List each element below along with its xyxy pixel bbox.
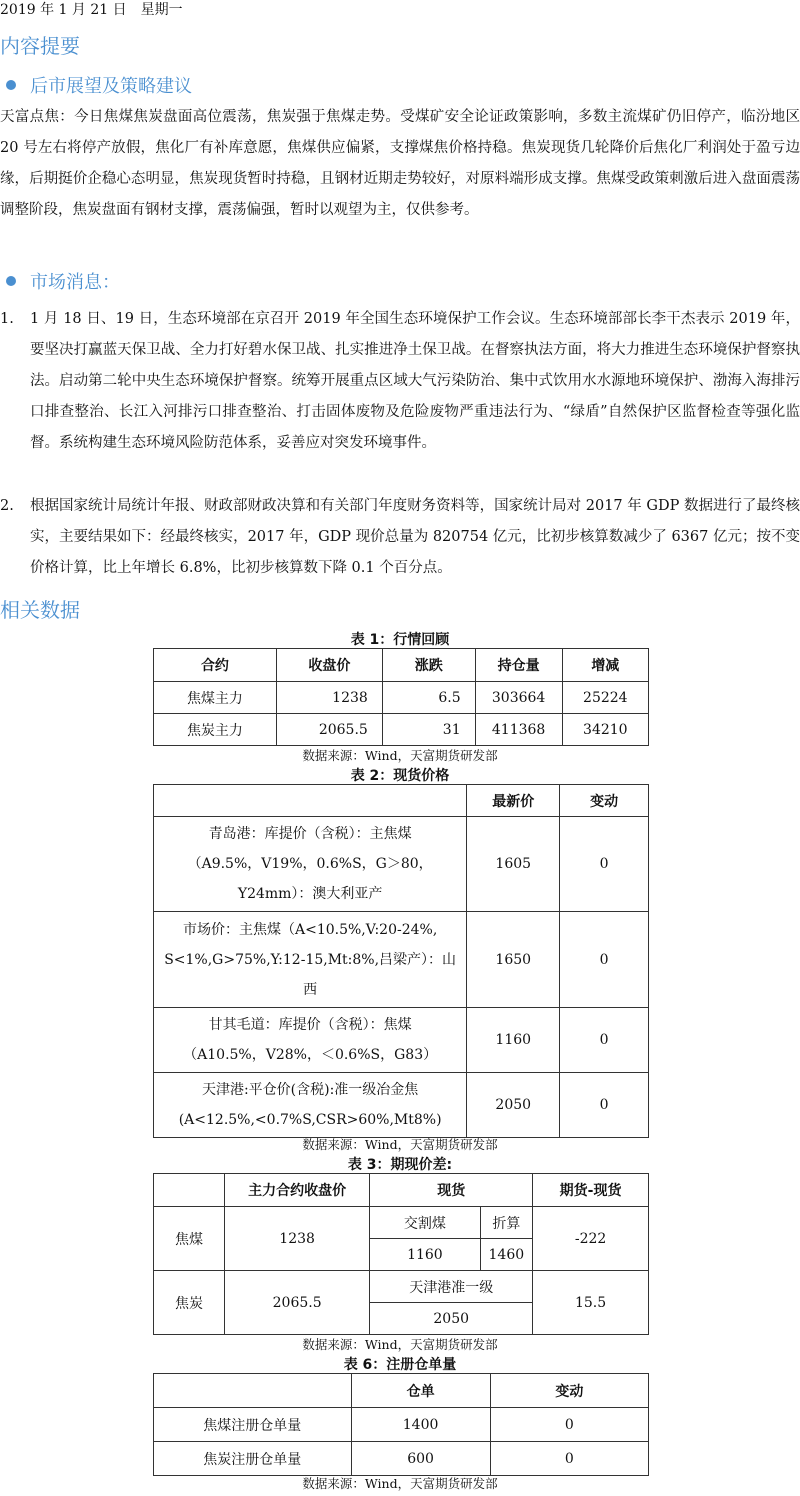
contract-name: 焦煤主力 <box>154 682 277 714</box>
table6-header <box>154 1374 352 1408</box>
price-change: 0 <box>560 912 649 1008</box>
news-item-number: 2. <box>0 498 14 514</box>
spot-description: 青岛港：库提价（含税）：主焦煤 （A9.5%，V19%，0.6%S，G＞80， Y24mm）：澳大利亚产 <box>154 817 467 912</box>
table-row <box>154 1271 649 1303</box>
bullet-icon <box>6 276 16 286</box>
news-item-text: 根据国家统计局统计年报、财政部财政决算和有关部门年度财务资料等，国家统计局对 2017 年 GDP 数据进行了最终核实，主要结果如下：经最终核实，2017 年，GDP 现价总量为 820754 亿元，比初步核算数减少了 6367 亿元；按不变价格计算，比上年增长 6.8%，比初步核算数下降 0.1 个百分点。 <box>30 498 800 576</box>
receipt-name: 焦炭注册仓单量 <box>154 1442 352 1476</box>
table3-source: 数据来源：Wind，天富期货研发部 <box>302 1337 498 1352</box>
table6-header: 仓单 <box>351 1374 490 1408</box>
table-row <box>154 1408 649 1442</box>
market-review-table <box>153 648 649 746</box>
table1-header: 持仓量 <box>475 649 562 682</box>
table2-header <box>154 785 467 817</box>
receipt-count: 1400 <box>351 1408 490 1442</box>
news-item-2 <box>0 491 800 584</box>
open-interest: 411368 <box>475 714 562 746</box>
table-row <box>154 1008 649 1073</box>
oi-change: 34210 <box>562 714 648 746</box>
receipt-name: 焦煤注册仓单量 <box>154 1408 352 1442</box>
product-name: 焦煤 <box>154 1207 225 1271</box>
latest-price: 2050 <box>467 1073 560 1138</box>
spot-label: 天津港准一级 <box>370 1271 533 1303</box>
table2-header: 变动 <box>560 785 649 817</box>
news-title: 市场消息： <box>30 272 120 293</box>
table6-header: 变动 <box>490 1374 648 1408</box>
price-change: 0 <box>560 1073 649 1138</box>
basis-table <box>153 1173 649 1335</box>
change: 6.5 <box>382 682 475 714</box>
outlook-paragraph: 天富点焦：今日焦煤焦炭盘面高位震荡，焦炭强于焦煤走势。受煤矿安全论证政策影响，多数主流煤矿仍旧停产，临汾地区 20 号左右将停产放假，焦化厂有补库意愿，焦煤供应偏紧，支撑煤焦价格持稳。焦炭现货几轮降价后焦化厂利润处于盈亏边缘，后期挺价企稳心态明显，焦炭现货暂时持稳，且钢材近期走势较好，对原料端形成支撑。焦煤受政策刺激后进入盘面震荡调整阶段，焦炭盘面有钢材支撑，震荡偏强，暂时以观望为主，仅供参考。 <box>0 109 800 218</box>
table-row <box>154 1442 649 1476</box>
close-price: 2065.5 <box>276 714 382 746</box>
table2-source: 数据来源：Wind，天富期货研发部 <box>302 1137 498 1152</box>
latest-price: 1160 <box>467 1008 560 1073</box>
spot-value: 2050 <box>370 1303 533 1335</box>
related-data-heading: 相关数据 <box>0 598 80 622</box>
receipt-change: 0 <box>490 1442 648 1476</box>
table-row <box>154 817 649 912</box>
main-close: 1238 <box>224 1207 369 1271</box>
main-close: 2065.5 <box>224 1271 369 1335</box>
change: 31 <box>382 714 475 746</box>
table-row <box>154 1073 649 1138</box>
table-row <box>154 912 649 1008</box>
spot-label: 折算 <box>480 1207 533 1239</box>
oi-change: 25224 <box>562 682 648 714</box>
spot-description: 天津港:平仓价(含税):准一级冶金焦 (A<12.5%,<0.7%S,CSR>60%,Mt8%) <box>154 1073 467 1138</box>
table3-caption: 表 3：期现价差: <box>347 1157 453 1173</box>
warehouse-receipt-table <box>153 1373 649 1476</box>
bullet-icon <box>6 80 16 90</box>
spot-description: 市场价：主焦煤（A<10.5%,V:20-24%, S<1%,G>75%,Y:12-15,Mt:8%,吕梁产）：山 西 <box>154 912 467 1008</box>
table6-caption: 表 6：注册仓单量 <box>343 1357 457 1373</box>
receipt-change: 0 <box>490 1408 648 1442</box>
table1-source: 数据来源：Wind，天富期货研发部 <box>302 748 498 763</box>
table3-header: 现货 <box>370 1174 533 1207</box>
spot-price-table <box>153 784 649 1138</box>
close-price: 1238 <box>276 682 382 714</box>
contract-name: 焦炭主力 <box>154 714 277 746</box>
basis-value: -222 <box>533 1207 649 1271</box>
news-item-1 <box>0 304 800 459</box>
table3-header: 期货-现货 <box>533 1174 649 1207</box>
spot-value: 1460 <box>480 1239 533 1271</box>
table1-header: 合约 <box>154 649 277 682</box>
outlook-title: 后市展望及策略建议 <box>30 76 192 97</box>
summary-heading: 内容提要 <box>0 34 80 58</box>
spot-description: 甘其毛道：库提价（含税）：焦煤 （A10.5%，V28%，＜0.6%S，G83） <box>154 1008 467 1073</box>
basis-value: 15.5 <box>533 1271 649 1335</box>
table2-caption: 表 2：现货价格 <box>350 768 450 784</box>
table2-header: 最新价 <box>467 785 560 817</box>
open-interest: 303664 <box>475 682 562 714</box>
table1-header: 收盘价 <box>276 649 382 682</box>
report-date: 2019 年 1 月 21 日 星期一 <box>0 2 183 18</box>
news-item-text: 1 月 18 日、19 日，生态环境部在京召开 2019 年全国生态环境保护工作会议。生态环境部部长李干杰表示 2019 年，要坚决打赢蓝天保卫战、全力打好碧水保卫战、扎实推进净土保卫战。在督察执法方面，将大力推进生态环境保护督察执法。启动第二轮中央生态环境保护督察。统筹开展重点区域大气污染防治、集中式饮用水水源地环境保护、渤海入海排污口排查整治、长江入河排污口排查整治、打击固体废物及危险废物严重违法行为、“绿盾”自然保护区监督检查等强化监督。系统构建生态环境风险防范体系，妥善应对突发环境事件。 <box>30 311 800 451</box>
latest-price: 1605 <box>467 817 560 912</box>
news-heading <box>6 268 120 294</box>
spot-value: 1160 <box>370 1239 480 1271</box>
price-change: 0 <box>560 817 649 912</box>
table-row <box>154 1207 649 1239</box>
product-name: 焦炭 <box>154 1271 225 1335</box>
price-change: 0 <box>560 1008 649 1073</box>
news-item-number: 1. <box>0 311 14 327</box>
spot-label: 交割煤 <box>370 1207 480 1239</box>
table1-header: 涨跌 <box>382 649 475 682</box>
table1-header: 增减 <box>562 649 648 682</box>
latest-price: 1650 <box>467 912 560 1008</box>
receipt-count: 600 <box>351 1442 490 1476</box>
table-row <box>154 682 649 714</box>
table1-caption: 表 1：行情回顾 <box>350 632 450 648</box>
outlook-heading <box>6 72 192 98</box>
table3-header <box>154 1174 225 1207</box>
table3-header: 主力合约收盘价 <box>224 1174 369 1207</box>
table-row <box>154 714 649 746</box>
table6-source: 数据来源：Wind，天富期货研发部 <box>302 1476 498 1491</box>
